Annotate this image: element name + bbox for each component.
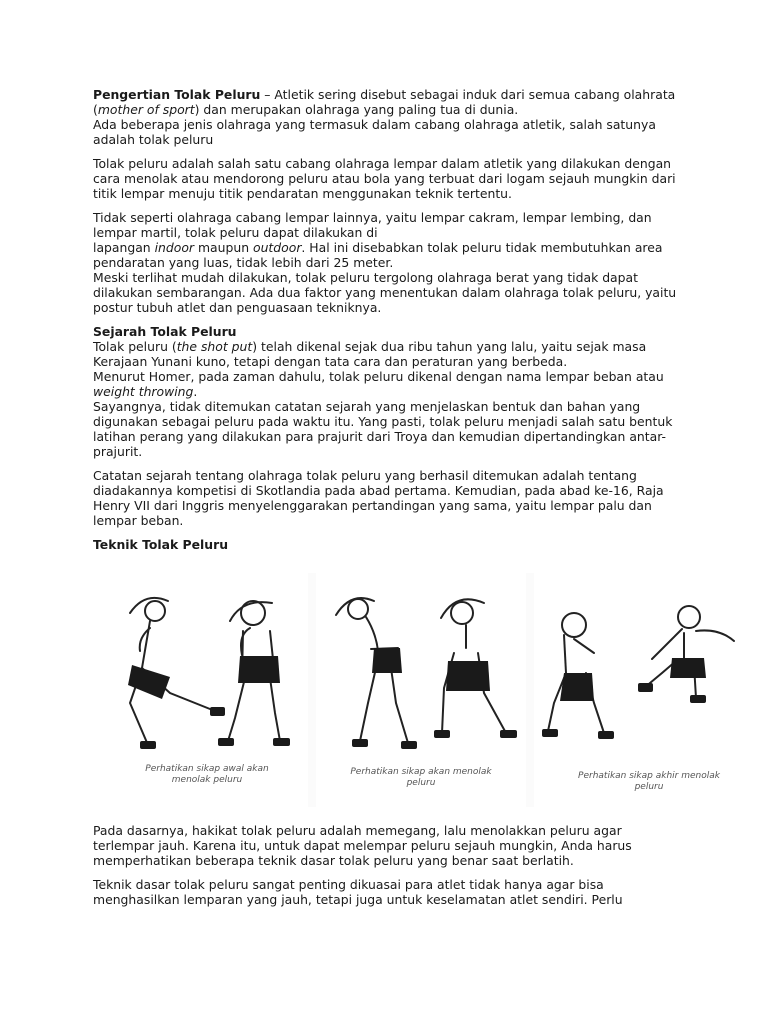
figure-panel-2 <box>316 573 526 807</box>
paragraph-history-4: Catatan sejarah tentang olahraga tolak peluru yang berhasil ditemukan adalah tentang diadakannya kompetisi di Skotlandia pada abad pertama. Kemudian, pada abad ke-16, Raja Henry VII dari Inggris menyelenggarakan pertandingan yang sama, yaitu lempar palu dan lempar beban. <box>93 468 664 528</box>
paragraph-comparison: Tidak seperti olahraga cabang lempar lainnya, yaitu lempar cakram, lempar lembing, dan lempar martil, tolak peluru dapat dilakukan di lapangan indoor maupun outdoor. Hal ini disebabkan tolak peluru tidak membutuhkan area pendaratan yang luas, tidak lebih dari 25 meter. <box>93 210 663 270</box>
technique-illustration <box>110 573 750 807</box>
paragraph-history-2: Menurut Homer, pada zaman dahulu, tolak peluru dikenal dengan nama lempar beban atau weight throwing. <box>93 369 664 399</box>
intro-heading: Pengertian Tolak Peluru <box>93 87 261 102</box>
paragraph-definition: Tolak peluru adalah salah satu cabang olahraga lempar dalam atletik yang dilakukan dengan cara menolak atau mendorong peluru atau bola yang terbuat dari logam sejauh mungkin dari titik lempar menuju titik pendaratan menggunakan teknik tertentu. <box>93 156 676 201</box>
paragraph-essence: Pada dasarnya, hakikat tolak peluru adalah memegang, lalu menolakkan peluru agar terlempar jauh. Karena itu, untuk dapat melempar peluru sejauh mungkin, Anda harus memperhatikan beberapa teknik dasar tolak peluru yang benar saat berlatih. <box>93 823 632 868</box>
paragraph-importance: Teknik dasar tolak peluru sangat penting dikuasai para atlet tidak hanya agar bisa menghasilkan lemparan yang jauh, tetapi juga untuk keselamatan atlet sendiri. Perlu <box>93 877 623 907</box>
paragraph-history-3: Sayangnya, tidak ditemukan catatan sejarah yang menjelaskan bentuk dan bahan yang digunakan sebagai peluru pada waktu itu. Yang pasti, tolak peluru menjadi salah satu bentuk latihan perang yang dilakukan para prajurit dari Troya dan kemudian dipertandingkan antar-prajurit. <box>93 399 673 459</box>
paragraph-factors: Meski terlihat mudah dilakukan, tolak peluru tergolong olahraga berat yang tidak dapat dilakukan sembarangan. Ada dua faktor yang menentukan dalam olahraga tolak peluru, yaitu postur tubuh atlet dan penguasaan tekniknya. <box>93 270 677 315</box>
text-block-top <box>93 87 683 561</box>
paragraph-history-1: Tolak peluru (the shot put) telah dikenal sejak dua ribu tahun yang lalu, yaitu sejak masa Kerajaan Yunani kuno, tetapi dengan tata cara dan peraturan yang berbeda. <box>93 339 647 369</box>
figure-panel-1 <box>110 573 308 807</box>
intro-paragraph: Pengertian Tolak Peluru – Atletik sering disebut sebagai induk dari semua cabang olahrata (mother of sport) dan merupakan olahraga yang paling tua di dunia. <box>93 87 676 117</box>
caption-2: Perhatikan sikap akan menolak peluru <box>350 767 492 788</box>
caption-3: Perhatikan sikap akhir menolak peluru <box>578 771 720 792</box>
heading-teknik: Teknik Tolak Peluru <box>93 537 229 552</box>
heading-sejarah: Sejarah Tolak Peluru <box>93 324 237 339</box>
text-block-bottom <box>93 823 683 916</box>
caption-1: Perhatikan sikap awal akan menolak peluru <box>145 764 269 785</box>
intro-paragraph-2: Ada beberapa jenis olahraga yang termasuk dalam cabang olahraga atletik, salah satunya adalah tolak peluru <box>93 117 656 147</box>
figure-panel-3 <box>534 573 750 807</box>
